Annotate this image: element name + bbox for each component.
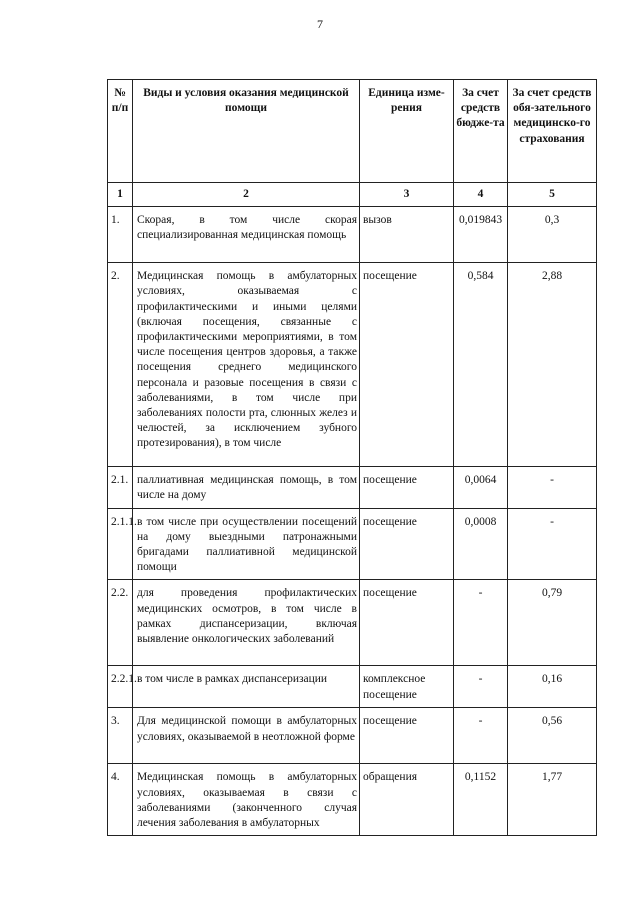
- unit: посещение: [360, 467, 454, 508]
- row-number: 4.: [108, 764, 133, 836]
- care-type: Скорая, в том числе скорая специализированная медицинская помощь: [133, 207, 360, 263]
- care-type: паллиативная медицинская помощь, в том числе на дому: [133, 467, 360, 508]
- header-oms: За счет средств обя-зательного медицинско-го страхования: [508, 80, 597, 183]
- unit: посещение: [360, 708, 454, 764]
- unit: обращения: [360, 764, 454, 836]
- oms-value: -: [508, 467, 597, 508]
- budget-value: -: [454, 580, 508, 666]
- oms-value: 2,88: [508, 263, 597, 467]
- row-number: 2.: [108, 263, 133, 467]
- oms-value: -: [508, 508, 597, 580]
- column-number: 3: [360, 183, 454, 207]
- table-row: [108, 580, 597, 666]
- row-number: 2.2.1.: [108, 666, 133, 708]
- budget-value: 0,0064: [454, 467, 508, 508]
- row-number: 2.1.1.: [108, 508, 133, 580]
- oms-value: 0,16: [508, 666, 597, 708]
- column-number: 2: [133, 183, 360, 207]
- header-budget: За счет средств бюдже-та: [454, 80, 508, 183]
- care-type: в том числе в рамках диспансеризации: [133, 666, 360, 708]
- care-type: Медицинская помощь в амбулаторных условиях, оказываемая с профилактическими и иными целями (включая посещения, связанные с профилактическими мероприятиями, в том числе посещения центров здоровья, а также посещения среднего медицинского персонала и разовые посещения в связи с заболеваниями, в том числе при заболеваниях полости рта, слюнных желез и челюстей, за исключением зубного протезирования), в том числе: [133, 263, 360, 467]
- table-row: [108, 467, 597, 508]
- row-number: 3.: [108, 708, 133, 764]
- oms-value: 0,79: [508, 580, 597, 666]
- table-row: [108, 764, 597, 836]
- header-unit: Единица изме-рения: [360, 80, 454, 183]
- table-row: [108, 708, 597, 764]
- table-row: [108, 263, 597, 467]
- row-number: 2.1.: [108, 467, 133, 508]
- oms-value: 0,3: [508, 207, 597, 263]
- budget-value: 0,019843: [454, 207, 508, 263]
- unit: посещение: [360, 580, 454, 666]
- unit: вызов: [360, 207, 454, 263]
- column-number: 1: [108, 183, 133, 207]
- table-row: [108, 207, 597, 263]
- budget-value: -: [454, 666, 508, 708]
- oms-value: 0,56: [508, 708, 597, 764]
- unit: комплексное посещение: [360, 666, 454, 708]
- header-care-type: Виды и условия оказания медицинской помощи: [133, 80, 360, 183]
- budget-value: 0,0008: [454, 508, 508, 580]
- care-type: для проведения профилактических медицинских осмотров, в том числе в рамках диспансеризации, включая выявление онкологических заболеваний: [133, 580, 360, 666]
- volume-table: [107, 79, 597, 836]
- care-type: Медицинская помощь в амбулаторных условиях, оказываемая в связи с заболеваниями (законченного случая лечения заболевания в амбулаторных: [133, 764, 360, 836]
- table-row: [108, 666, 597, 708]
- budget-value: 0,1152: [454, 764, 508, 836]
- page-number: 7: [317, 17, 323, 31]
- column-number: 5: [508, 183, 597, 207]
- row-number: 2.2.: [108, 580, 133, 666]
- budget-value: -: [454, 708, 508, 764]
- unit: посещение: [360, 263, 454, 467]
- care-type: Для медицинской помощи в амбулаторных условиях, оказываемой в неотложной форме: [133, 708, 360, 764]
- header-number: № п/п: [108, 80, 133, 183]
- row-number: 1.: [108, 207, 133, 263]
- table-row: [108, 508, 597, 580]
- oms-value: 1,77: [508, 764, 597, 836]
- care-type: в том числе при осуществлении посещений на дому выездными патронажными бригадами паллиативной медицинской помощи: [133, 508, 360, 580]
- column-number: 4: [454, 183, 508, 207]
- budget-value: 0,584: [454, 263, 508, 467]
- unit: посещение: [360, 508, 454, 580]
